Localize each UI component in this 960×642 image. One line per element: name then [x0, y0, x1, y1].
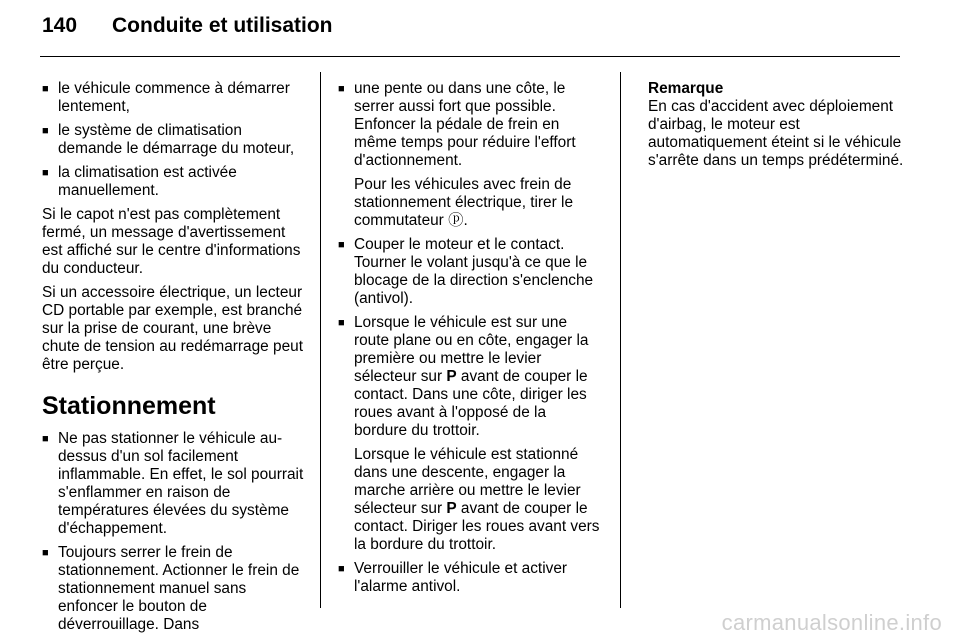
column-3 [648, 80, 908, 176]
list-item: ■ la climatisation est activée manuellement. [42, 164, 304, 200]
column-divider [620, 72, 621, 608]
remark-title: Remarque [648, 80, 724, 97]
bullet-list [42, 80, 304, 200]
watermark: carmanualsonline.info [721, 610, 942, 635]
text-segment: avant de couper le contact. Diriger les roues avant vers la bordure du trottoir. [354, 500, 600, 553]
gear-p-label: P [446, 500, 457, 517]
electric-brake-note: Pour les véhicules avec frein de stationnement électrique, tirer le commutateur ⓟ. [354, 176, 574, 229]
paragraph-accessory: Si un accessoire électrique, un lecteur CD portable par exemple, est branché sur la prise de courant, une brève chute de tension au redémarrage peut être perçue. [42, 284, 303, 373]
header-rule [40, 56, 900, 57]
remark-text: En cas d'accident avec déploiement d'airbag, le moteur est automatiquement éteint si le véhicule s'arrête dans un temps prédéterminé. [648, 98, 904, 169]
list-item: ■ le véhicule commence à démarrer lentement, [42, 80, 304, 116]
page-number: 140 [42, 14, 78, 37]
page-title: Conduite et utilisation [112, 14, 333, 37]
parking-list [42, 430, 304, 634]
text-segment: avant de couper le contact. Dans une côte, diriger les roues avant à l'opposé de la bordure du trottoir. [354, 368, 588, 439]
column-divider [320, 72, 321, 608]
gear-p-label: P [446, 368, 457, 385]
list-item [338, 314, 603, 554]
column-2 [338, 80, 603, 602]
continued-text: une pente ou dans une côte, le serrer aussi fort que possible. Enfoncer la pédale de frein en même temps pour réduire l'effort d'actionnement. [354, 80, 576, 169]
column-1 [42, 80, 304, 640]
list-item: ■ Toujours serrer le frein de stationnement. Actionner le frein de stationnement manuel sans enfoncer le bouton de déverrouillage. Dans [42, 544, 304, 634]
list-item: ■ Couper le moteur et le contact. Tourner le volant jusqu'à ce que le blocage de la direction s'enclenche (antivol). [338, 236, 603, 308]
paragraph-hood: Si le capot n'est pas complètement fermé, un message d'avertissement est affiché sur le centre d'informations du conducteur. [42, 206, 301, 277]
list-item-continued [338, 80, 603, 230]
list-item: ■ Verrouiller le véhicule et activer l'alarme antivol. [338, 560, 603, 596]
text-segment: Lorsque le véhicule est stationné dans une descente, engager la marche arrière ou mettre le levier sélecteur sur [354, 446, 581, 517]
list-item: ■ Ne pas stationner le véhicule au-dessus d'un sol facilement inflammable. En effet, le sol pourrait s'enflammer en raison de températures élevées du système d'échappement. [42, 430, 304, 538]
text-segment: Lorsque le véhicule est sur une route plane ou en côte, engager la première ou mettre le levier sélecteur sur [354, 314, 589, 385]
page-header [42, 14, 333, 46]
list-item: ■ le système de climatisation demande le démarrage du moteur, [42, 122, 304, 158]
parking-list-cont [338, 80, 603, 596]
descent-note [354, 446, 603, 554]
section-heading: Stationnement [42, 392, 216, 420]
